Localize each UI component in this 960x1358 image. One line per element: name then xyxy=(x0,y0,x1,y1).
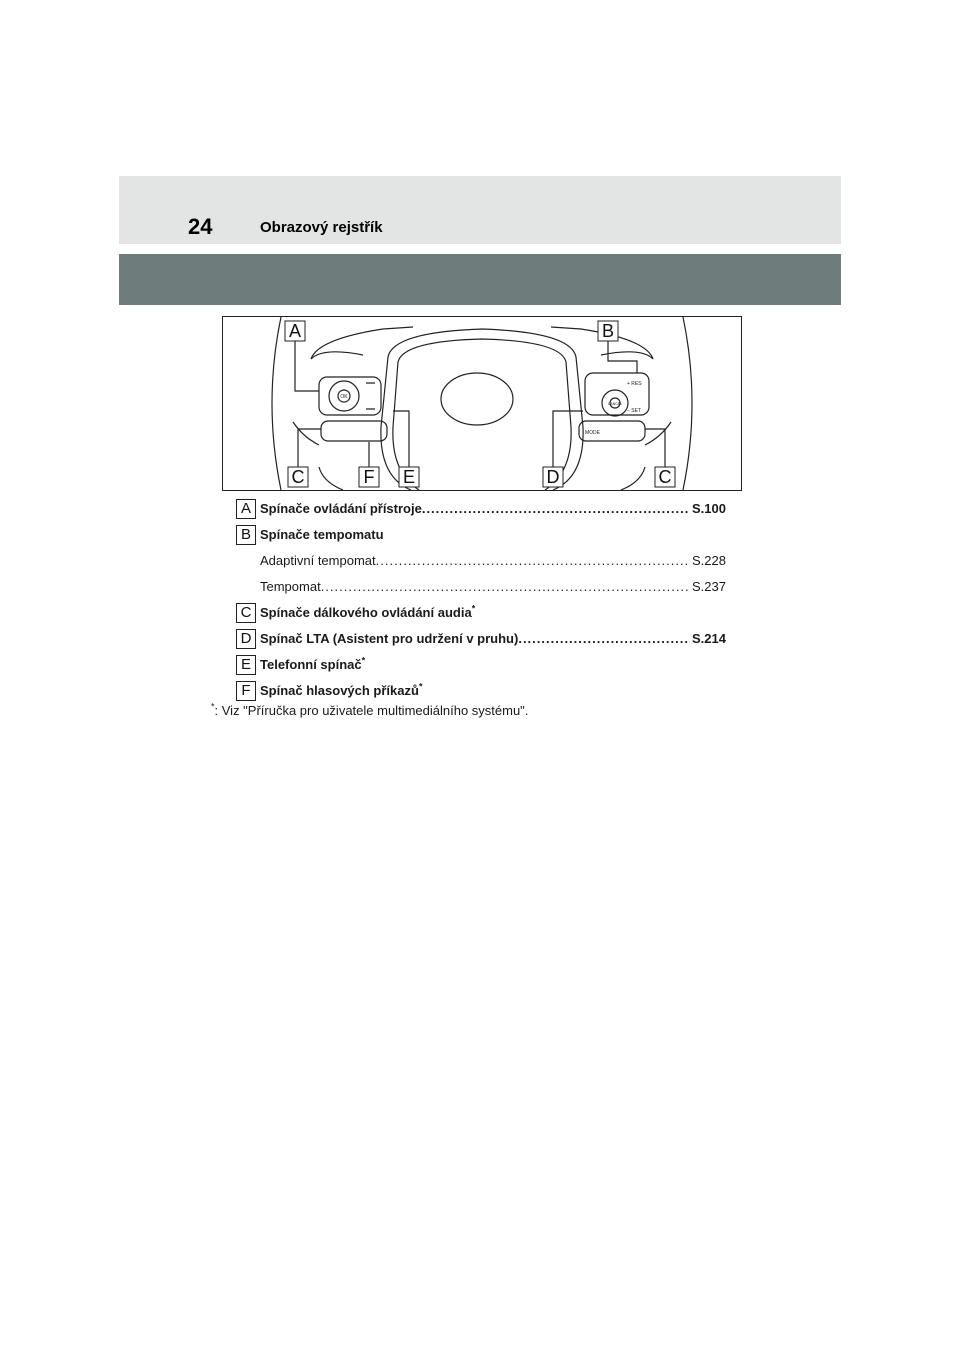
entry-a xyxy=(236,496,726,522)
entry-letter: E xyxy=(236,655,256,675)
entry-label: Spínače tempomatu xyxy=(260,527,384,542)
rim-right-outer xyxy=(683,317,692,490)
steering-wheel-illustration xyxy=(223,317,741,490)
rim-left-outer xyxy=(272,317,281,490)
callout-c-right: C xyxy=(658,467,672,487)
callout-a: A xyxy=(288,321,302,341)
callout-f: F xyxy=(363,467,375,487)
entry-letter: C xyxy=(236,603,256,623)
steering-wheel-figure xyxy=(222,316,742,491)
footnote-mark: * xyxy=(418,683,423,692)
leader-c-left xyxy=(298,429,321,467)
switch-panel-c-left xyxy=(321,421,387,441)
leader-e xyxy=(393,411,409,467)
entry-letter: D xyxy=(236,629,256,649)
ok-label: OK xyxy=(340,394,348,400)
callout-b: B xyxy=(601,321,615,341)
leader-a xyxy=(295,337,319,391)
page-ref: S.228 xyxy=(692,553,726,568)
page-ref: S.214 xyxy=(692,631,726,646)
entry-label: Telefonní spínač xyxy=(260,657,362,672)
cancel-label: CANCEL xyxy=(607,402,623,406)
page-ref: S.100 xyxy=(692,501,726,516)
mode-label: MODE xyxy=(585,430,600,436)
entry-letter: B xyxy=(236,525,256,545)
entry-label: Spínače ovládání přístroje xyxy=(260,501,422,516)
set-label: − SET xyxy=(627,408,642,414)
entry-f xyxy=(236,678,726,704)
entry-b-sub-adaptive xyxy=(236,548,726,574)
entry-list xyxy=(236,496,726,704)
entry-c xyxy=(236,600,726,626)
callout-e: E xyxy=(402,467,416,487)
hub-right xyxy=(388,329,583,490)
leader-c-right xyxy=(645,429,665,467)
footnote-text: : Viz "Příručka pro uživatele multimediálního systému". xyxy=(214,703,529,718)
entry-label: Spínač hlasových příkazů xyxy=(260,683,419,698)
entry-label: Adaptivní tempomat xyxy=(260,553,376,568)
airbag-emblem xyxy=(441,373,513,425)
entry-label: Spínač LTA (Asistent pro udržení v pruhu) xyxy=(260,631,519,646)
section-title: Obrazový rejstřík xyxy=(260,219,383,236)
footnote xyxy=(211,703,528,719)
footnote-mark: * xyxy=(361,657,366,666)
res-label: + RES xyxy=(627,381,642,387)
entry-e xyxy=(236,652,726,678)
footnote-mark: * xyxy=(211,701,215,712)
entry-b xyxy=(236,522,726,548)
page-number: 24 xyxy=(188,214,213,239)
entry-label: Spínače dálkového ovládání audia xyxy=(260,605,472,620)
entry-letter: A xyxy=(236,499,256,519)
section-band xyxy=(119,254,841,305)
entry-letter: F xyxy=(236,681,256,701)
entry-d xyxy=(236,626,726,652)
page-ref: S.237 xyxy=(692,579,726,594)
entry-b-sub-cruise xyxy=(236,574,726,600)
entry-label: Tempomat xyxy=(260,579,321,594)
callout-c-left: C xyxy=(291,467,305,487)
callout-d: D xyxy=(546,467,560,487)
footnote-mark: * xyxy=(471,605,476,614)
page-header xyxy=(119,176,841,244)
